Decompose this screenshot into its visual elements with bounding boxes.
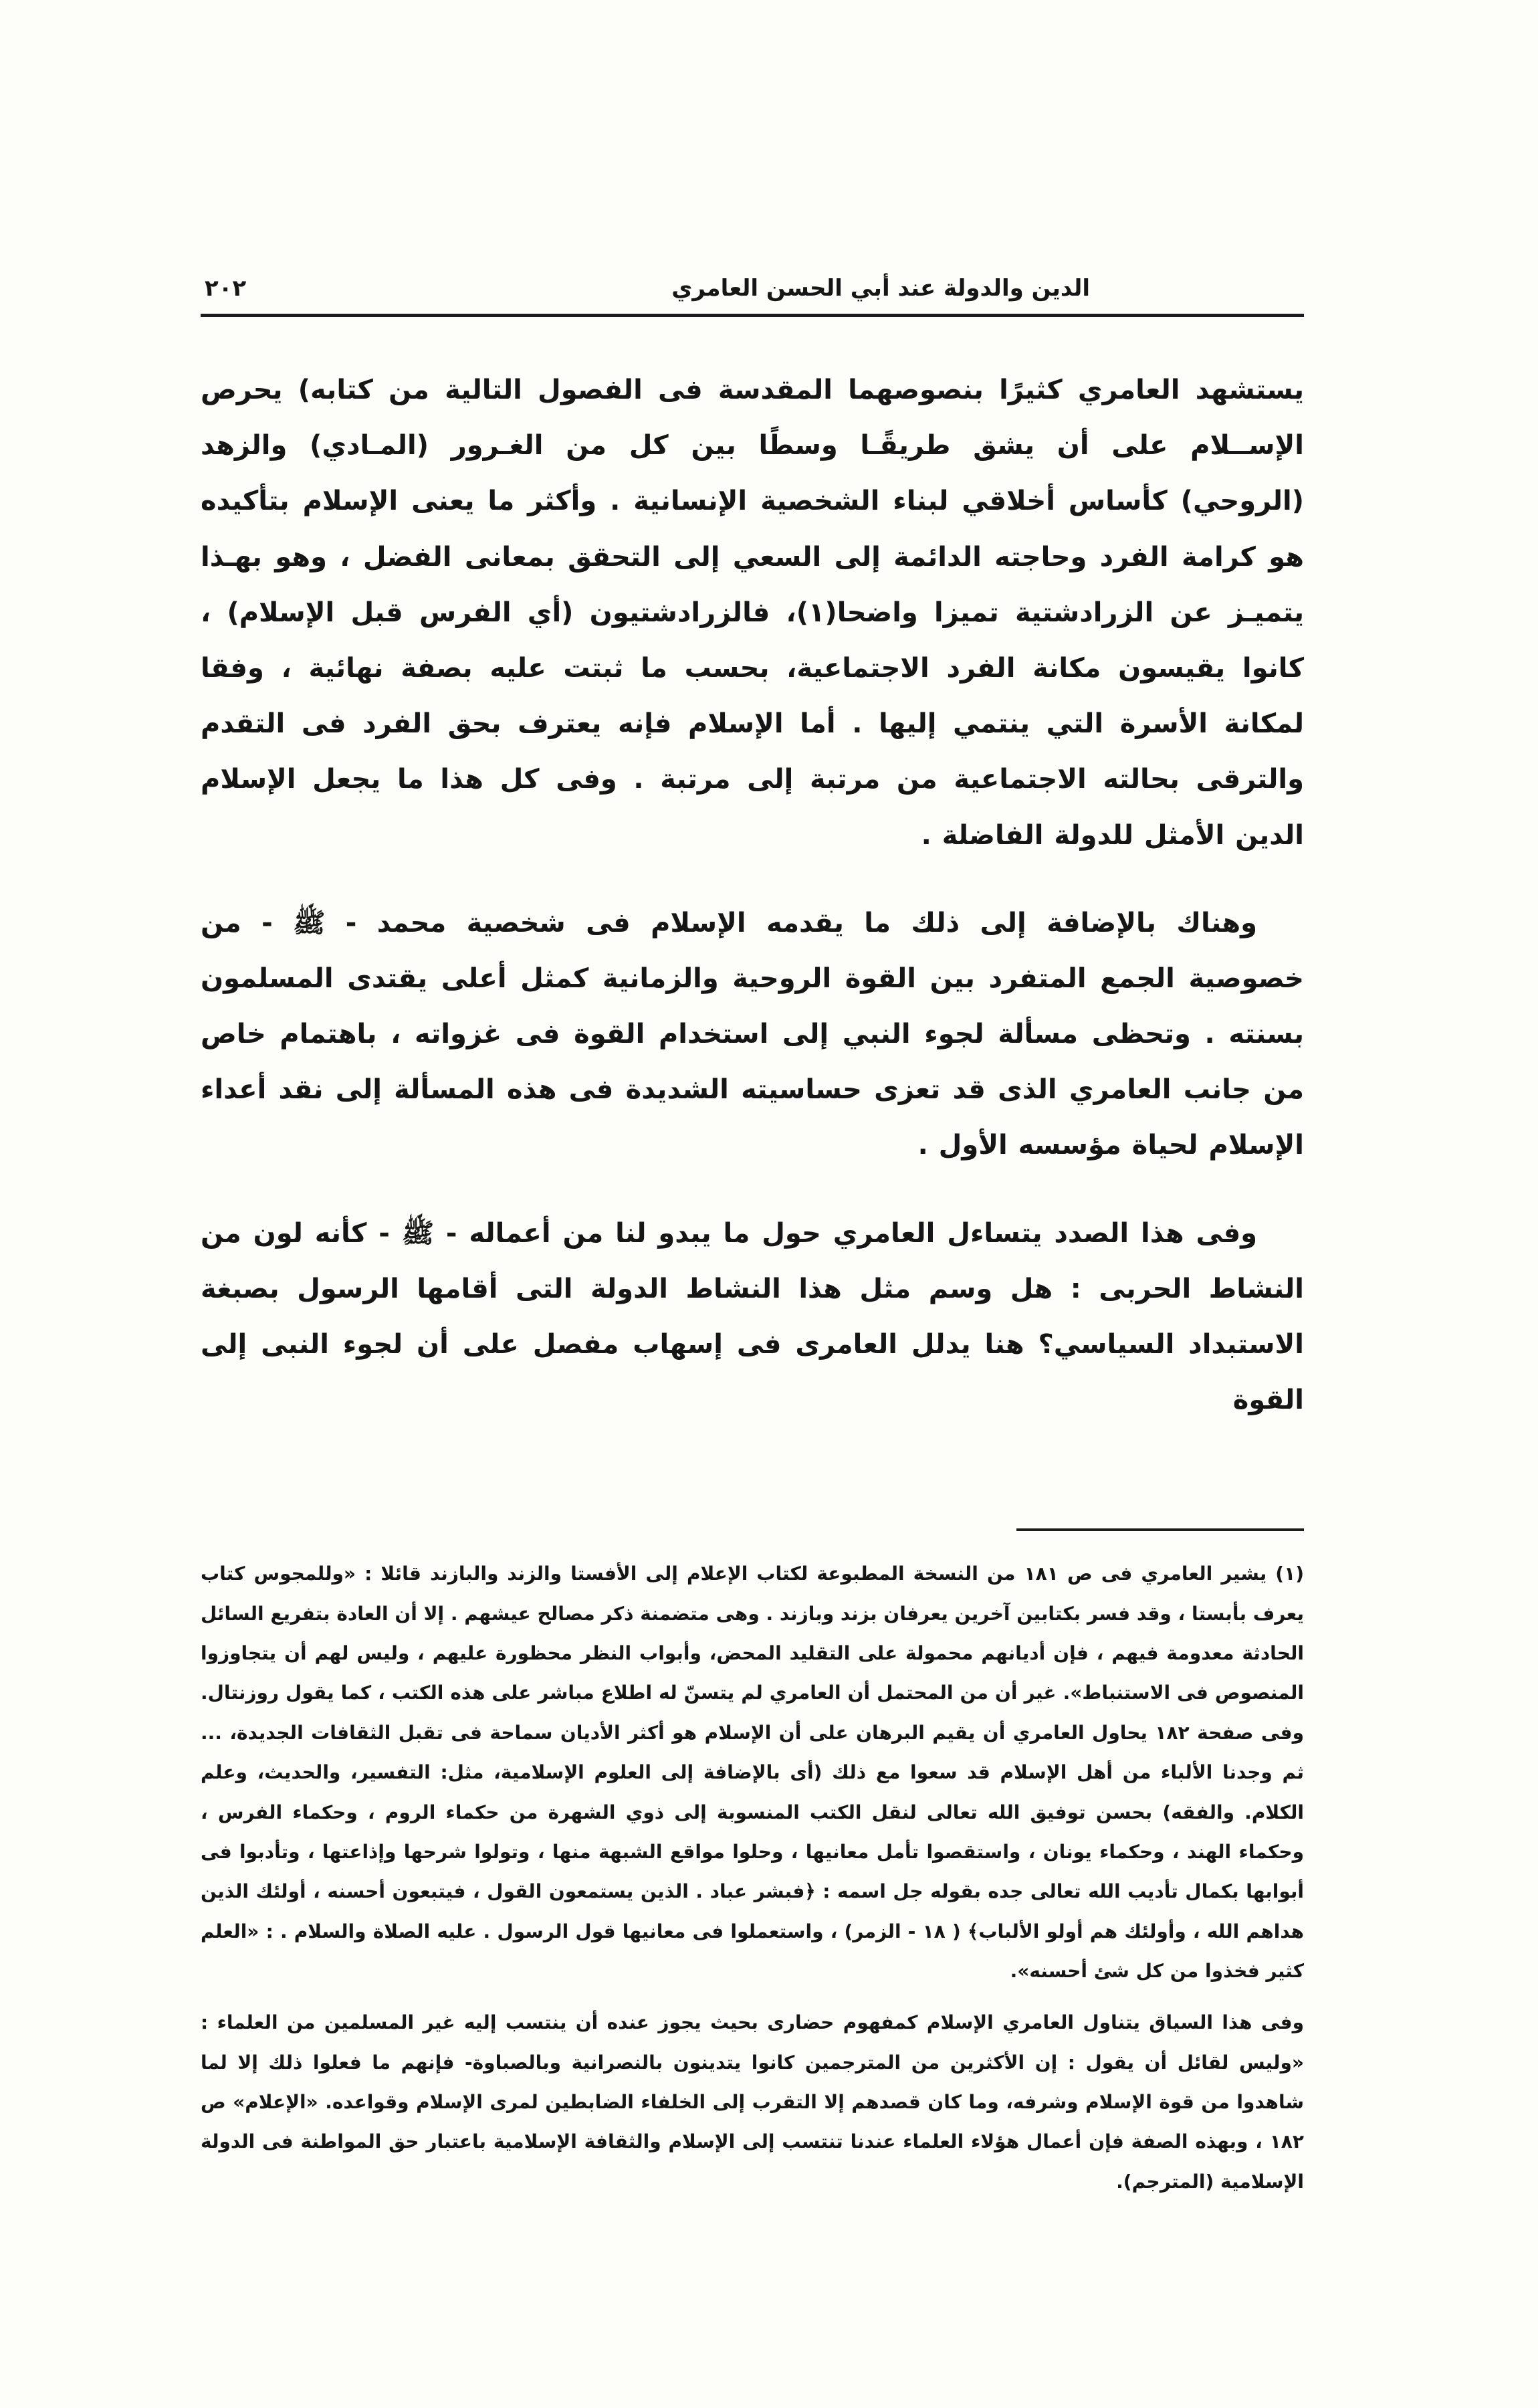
page-header [201,273,1304,317]
page-body [201,363,1304,1428]
footnote-separator-rule [1016,1528,1304,1531]
footnotes-section [201,1528,1304,2201]
body-paragraph-1: يستشهد العامري كثيرًا بنصوصهما المقدسة فى الفصول التالية من كتابه) يحرص الإســلام على أن يشق طريقًـا وسطًا بين كل من الغـرور (المـادي) والزهد (الروحي) كأساس أخلاقي لبناء الشخصية الإنسانية . وأكثر ما يعنى الإسلام بتأكيده هو كرامة الفرد وحاجته الدائمة إلى السعي إلى التحقق بمعانى الفضل ، وهو بهـذا يتميـز عن الزرادشتية تميزا واضحا(١)، فالزرادشتيون (أي الفرس قبل الإسلام) ، كانوا يقيسون مكانة الفرد الاجتماعية، بحسب ما ثبتت عليه بصفة نهائية ، وفقا لمكانة الأسرة التي ينتمي إليها . أما الإسلام فإنه يعترف بحق الفرد فى التقدم والترقى بحالته الاجتماعية من مرتبة إلى مرتبة . وفى كل هذا ما يجعل الإسلام الدين الأمثل للدولة الفاضلة . [201,375,1305,851]
footnote-1: (١) يشير العامري فى ص ١٨١ من النسخة المطبوعة لكتاب الإعلام إلى الأفستا والزند والبازند قائلا : «وللمجوس كتاب يعرف بأبستا ، وقد فسر بكتابين آخرين يعرفان بزند وبازند . وهى متضمنة ذكر مصالح عيشهم . إلا أن العادة بتفريع السائل الحادثة معدومة فيهم ، فإن أديانهم محمولة على التقليد المحض، وأبواب النظر محظورة عليهم ، وليس لهم أن يتجاوزوا المنصوص فى الاستنباط». غير أن من المحتمل أن العامري لم يتسنّ له اطلاع مباشر على هذه الكتب ، كما يقول روزنتال. وفى صفحة ١٨٢ يحاول العامري أن يقيم البرهان على أن الإسلام هو أكثر الأديان سماحة فى تقبل الثقافات الجديدة، ... ثم وجدنا الألباء من أهل الإسلام قد سعوا مع ذلك (أى بالإضافة إلى العلوم الإسلامية، مثل: التفسير، والحديث، وعلم الكلام. والفقه) بحسن توفيق الله تعالى لنقل الكتب المنسوبة إلى ذوي الشهرة من حكماء الروم ، وحكماء الفرس ، وحكماء الهند ، وحكماء يونان ، واستقصوا تأمل معانيها ، وحلوا مواقع الشبهة منها ، وتولوا شرحها وإذاعتها ، وتأدبوا فى أبوابها بكمال تأديب الله تعالى جده بقوله جل اسمه : ﴿فبشر عباد . الذين يستمعون القول ، فيتبعون أحسنه ، أولئك الذين هداهم الله ، وأولئك هم أولو الألباب﴾ ( ١٨ - الزمر) ، واستعملوا فى معانيها قول الرسول . عليه الصلاة والسلام . : «العلم كثير فخذوا من كل شئ أحسنه». [201,1563,1304,1982]
body-paragraph-2: وهناك بالإضافة إلى ذلك ما يقدمه الإسلام فى شخصية محمد - ﷺ - من خصوصية الجمع المتفرد بين القوة الروحية والزمانية كمثل أعلى يقتدى المسلمون بسنته . وتحظى مسألة لجوء النبي إلى استخدام القوة فى غزواته ، باهتمام خاص من جانب العامري الذى قد تعزى حساسيته الشديدة فى هذه المسألة إلى نقد أعداء الإسلام لحياة مؤسسه الأول . [201,907,1304,1161]
body-paragraph-3: وفى هذا الصدد يتساءل العامري حول ما يبدو لنا من أعماله - ﷺ - كأنه لون من النشاط الحربى : هل وسم مثل هذا النشاط الدولة التى أقامها الرسول بصبغة الاستبداد السياسي؟ هنا يدلل العامرى فى إسهاب مفصل على أن لجوء النبى إلى القوة [201,1217,1304,1416]
running-title: الدين والدولة عند أبي الحسن العامري [671,275,1090,302]
footnote-translator-note: وفى هذا السياق يتناول العامري الإسلام كمفهوم حضارى بحيث يجوز عنده أن ينتسب إليه غير المسلمين من العلماء : «وليس لقائل أن يقول : إن الأكثرين من المترجمين كانوا يتدينون بالنصرانية وبالصباوة- فإنهم ما فعلوا ذلك إلا لما شاهدوا من قوة الإسلام وشرفه، وما كان قصدهم إلا التقرب إلى الخلفاء الضابطين لمرى الإسلام وقواعده. «الإعلام» ص ١٨٢ ، وبهذه الصفة فإن أعمال هؤلاء العلماء عندنا تنتسب إلى الإسلام والثقافة الإسلامية باعتبار حق المواطنة فى الدولة الإسلامية (المترجم). [201,2011,1304,2193]
page-content [201,273,1304,2201]
page-number: ٢٠٢ [205,275,247,302]
